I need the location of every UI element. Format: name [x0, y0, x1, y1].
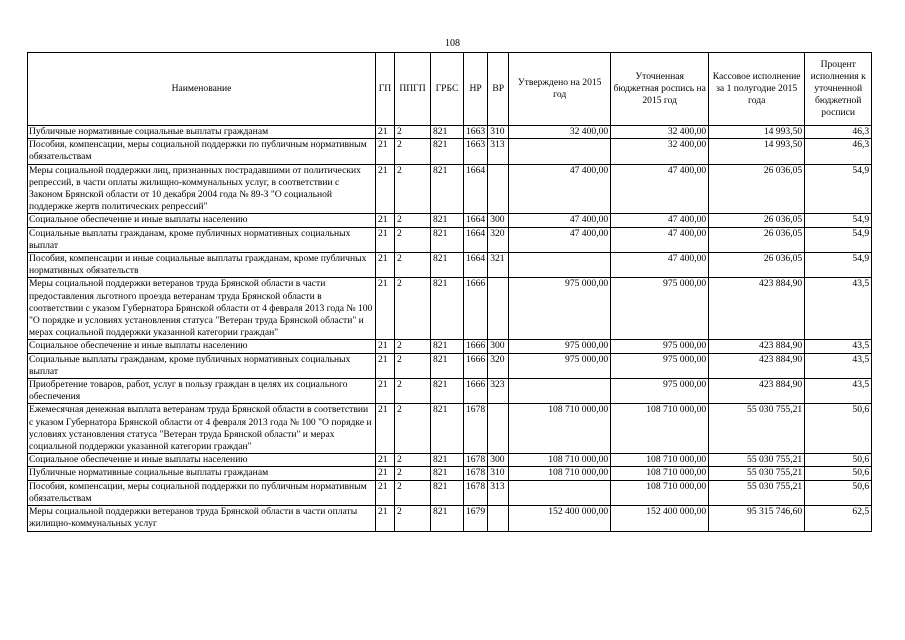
cell-approved: 975 000,00	[509, 353, 611, 378]
cell-nr: 1679	[464, 506, 488, 531]
cell-vr	[488, 164, 509, 214]
cell-name: Публичные нормативные социальные выплаты гражданам	[28, 126, 376, 139]
cell-refined: 975 000,00	[611, 353, 709, 378]
cell-vr	[488, 506, 509, 531]
cell-percent: 54,9	[805, 227, 872, 252]
cell-nr: 1664	[464, 227, 488, 252]
cell-cash: 55 030 755,21	[709, 467, 805, 480]
cell-approved: 975 000,00	[509, 340, 611, 353]
cell-refined: 108 710 000,00	[611, 467, 709, 480]
cell-ppgp: 2	[395, 278, 431, 340]
cell-ppgp: 2	[395, 139, 431, 164]
cell-name: Социальное обеспечение и иные выплаты населению	[28, 214, 376, 227]
table-row	[28, 164, 872, 214]
cell-cash: 423 884,90	[709, 340, 805, 353]
cell-grbs: 821	[431, 353, 464, 378]
cell-name: Социальные выплаты гражданам, кроме публичных нормативных социальных выплат	[28, 227, 376, 252]
cell-approved: 108 710 000,00	[509, 454, 611, 467]
cell-name: Публичные нормативные социальные выплаты гражданам	[28, 467, 376, 480]
cell-nr: 1663	[464, 139, 488, 164]
header-nr: НР	[464, 53, 488, 126]
cell-percent: 54,9	[805, 214, 872, 227]
cell-approved: 108 710 000,00	[509, 404, 611, 454]
cell-approved: 32 400,00	[509, 126, 611, 139]
table-row	[28, 126, 872, 139]
cell-grbs: 821	[431, 139, 464, 164]
cell-refined: 975 000,00	[611, 379, 709, 404]
cell-cash: 55 030 755,21	[709, 404, 805, 454]
cell-percent: 46,3	[805, 126, 872, 139]
cell-approved	[509, 480, 611, 505]
cell-grbs: 821	[431, 227, 464, 252]
cell-cash: 55 030 755,21	[709, 454, 805, 467]
cell-approved: 152 400 000,00	[509, 506, 611, 531]
cell-gp: 21	[376, 404, 395, 454]
cell-grbs: 821	[431, 214, 464, 227]
cell-percent: 43,5	[805, 353, 872, 378]
cell-refined: 108 710 000,00	[611, 480, 709, 505]
cell-ppgp: 2	[395, 164, 431, 214]
table-row	[28, 278, 872, 340]
cell-refined: 152 400 000,00	[611, 506, 709, 531]
header-name: Наименование	[28, 53, 376, 126]
header-grbs: ГРБС	[431, 53, 464, 126]
cell-ppgp: 2	[395, 227, 431, 252]
cell-cash: 55 030 755,21	[709, 480, 805, 505]
cell-nr: 1663	[464, 126, 488, 139]
cell-approved: 47 400,00	[509, 214, 611, 227]
cell-cash: 26 036,05	[709, 253, 805, 278]
header-approved: Утверждено на 2015 год	[509, 53, 611, 126]
cell-cash: 95 315 746,60	[709, 506, 805, 531]
cell-grbs: 821	[431, 480, 464, 505]
table-row	[28, 454, 872, 467]
cell-approved: 975 000,00	[509, 278, 611, 340]
cell-cash: 423 884,90	[709, 379, 805, 404]
cell-refined: 108 710 000,00	[611, 404, 709, 454]
cell-ppgp: 2	[395, 480, 431, 505]
cell-ppgp: 2	[395, 353, 431, 378]
cell-refined: 47 400,00	[611, 253, 709, 278]
cell-cash: 14 993,50	[709, 139, 805, 164]
cell-nr: 1664	[464, 214, 488, 227]
cell-vr: 310	[488, 126, 509, 139]
cell-name: Социальное обеспечение и иные выплаты населению	[28, 340, 376, 353]
cell-nr: 1664	[464, 164, 488, 214]
cell-refined: 108 710 000,00	[611, 454, 709, 467]
cell-vr: 320	[488, 353, 509, 378]
table-row	[28, 379, 872, 404]
cell-gp: 21	[376, 278, 395, 340]
cell-gp: 21	[376, 227, 395, 252]
cell-vr	[488, 278, 509, 340]
table-row	[28, 227, 872, 252]
cell-ppgp: 2	[395, 467, 431, 480]
cell-name: Пособия, компенсации и иные социальные выплаты гражданам, кроме публичных нормативных обязательств	[28, 253, 376, 278]
cell-gp: 21	[376, 214, 395, 227]
cell-nr: 1678	[464, 404, 488, 454]
cell-nr: 1666	[464, 353, 488, 378]
cell-ppgp: 2	[395, 126, 431, 139]
cell-grbs: 821	[431, 253, 464, 278]
table-header-row	[28, 53, 872, 126]
table-row	[28, 253, 872, 278]
cell-gp: 21	[376, 480, 395, 505]
cell-refined: 47 400,00	[611, 164, 709, 214]
cell-nr: 1666	[464, 340, 488, 353]
cell-grbs: 821	[431, 340, 464, 353]
header-cash: Кассовое исполнение за 1 полугодие 2015 года	[709, 53, 805, 126]
cell-percent: 46,3	[805, 139, 872, 164]
cell-percent: 54,9	[805, 253, 872, 278]
cell-vr: 300	[488, 214, 509, 227]
cell-grbs: 821	[431, 454, 464, 467]
cell-name: Меры социальной поддержки лиц, признанных пострадавшими от политических репрессий, в части оплаты жилищно-коммунальных услуг, в соответствии с Законом Брянской области от 10 декабря 2004 года № 89-З "О социальной поддержке жертв политических репрессий"	[28, 164, 376, 214]
cell-name: Меры социальной поддержки ветеранов труда Брянской области в части оплаты жилищно-коммунальных услуг	[28, 506, 376, 531]
cell-vr: 320	[488, 227, 509, 252]
cell-refined: 32 400,00	[611, 139, 709, 164]
cell-percent: 62,5	[805, 506, 872, 531]
cell-cash: 423 884,90	[709, 353, 805, 378]
cell-refined: 32 400,00	[611, 126, 709, 139]
cell-gp: 21	[376, 126, 395, 139]
cell-gp: 21	[376, 353, 395, 378]
table-row	[28, 506, 872, 531]
cell-approved: 47 400,00	[509, 164, 611, 214]
cell-ppgp: 2	[395, 506, 431, 531]
cell-ppgp: 2	[395, 379, 431, 404]
cell-ppgp: 2	[395, 404, 431, 454]
page-number: 108	[445, 38, 460, 49]
cell-name: Меры социальной поддержки ветеранов труда Брянской области в части предоставления льготного проезда ветеранам труда Брянской области в соответствии с указом Губернатора Брянской области от 4 февраля 2013 года № 100 "О порядке и условиях установления статуса "Ветеран труда Брянской области" и мерах социальной поддержки указанной категории граждан"	[28, 278, 376, 340]
cell-approved	[509, 253, 611, 278]
table-row	[28, 139, 872, 164]
cell-gp: 21	[376, 379, 395, 404]
table-row	[28, 353, 872, 378]
cell-cash: 26 036,05	[709, 164, 805, 214]
cell-ppgp: 2	[395, 214, 431, 227]
table-row	[28, 340, 872, 353]
cell-gp: 21	[376, 164, 395, 214]
cell-vr: 321	[488, 253, 509, 278]
cell-approved	[509, 139, 611, 164]
cell-ppgp: 2	[395, 454, 431, 467]
header-gp: ГП	[376, 53, 395, 126]
cell-nr: 1666	[464, 379, 488, 404]
cell-grbs: 821	[431, 404, 464, 454]
cell-name: Социальные выплаты гражданам, кроме публичных нормативных социальных выплат	[28, 353, 376, 378]
cell-nr: 1678	[464, 467, 488, 480]
table-row	[28, 214, 872, 227]
cell-cash: 26 036,05	[709, 227, 805, 252]
cell-approved: 108 710 000,00	[509, 467, 611, 480]
cell-vr: 300	[488, 454, 509, 467]
cell-grbs: 821	[431, 278, 464, 340]
cell-ppgp: 2	[395, 253, 431, 278]
table-row	[28, 480, 872, 505]
budget-table	[27, 52, 872, 532]
cell-approved: 47 400,00	[509, 227, 611, 252]
cell-gp: 21	[376, 467, 395, 480]
cell-percent: 50,6	[805, 404, 872, 454]
cell-name: Социальное обеспечение и иные выплаты населению	[28, 454, 376, 467]
cell-name: Приобретение товаров, работ, услуг в пользу граждан в целях их социального обеспечения	[28, 379, 376, 404]
cell-grbs: 821	[431, 379, 464, 404]
cell-nr: 1666	[464, 278, 488, 340]
table-row	[28, 467, 872, 480]
cell-gp: 21	[376, 139, 395, 164]
cell-vr	[488, 404, 509, 454]
cell-gp: 21	[376, 454, 395, 467]
cell-ppgp: 2	[395, 340, 431, 353]
cell-percent: 50,6	[805, 467, 872, 480]
cell-grbs: 821	[431, 164, 464, 214]
cell-vr: 323	[488, 379, 509, 404]
table-row	[28, 404, 872, 454]
cell-refined: 47 400,00	[611, 214, 709, 227]
header-percent: Процент исполнения к уточненной бюджетной росписи	[805, 53, 872, 126]
cell-vr: 310	[488, 467, 509, 480]
header-vr: ВР	[488, 53, 509, 126]
cell-grbs: 821	[431, 126, 464, 139]
cell-refined: 975 000,00	[611, 278, 709, 340]
cell-percent: 43,5	[805, 379, 872, 404]
cell-gp: 21	[376, 506, 395, 531]
cell-cash: 26 036,05	[709, 214, 805, 227]
header-refined: Уточненная бюджетная роспись на 2015 год	[611, 53, 709, 126]
cell-grbs: 821	[431, 467, 464, 480]
cell-vr: 313	[488, 480, 509, 505]
cell-approved	[509, 379, 611, 404]
cell-percent: 50,6	[805, 480, 872, 505]
header-ppgp: ППГП	[395, 53, 431, 126]
cell-cash: 423 884,90	[709, 278, 805, 340]
cell-nr: 1664	[464, 253, 488, 278]
cell-name: Пособия, компенсации, меры социальной поддержки по публичным нормативным обязательствам	[28, 139, 376, 164]
cell-nr: 1678	[464, 454, 488, 467]
cell-name: Пособия, компенсации, меры социальной поддержки по публичным нормативным обязательствам	[28, 480, 376, 505]
cell-refined: 975 000,00	[611, 340, 709, 353]
cell-vr: 313	[488, 139, 509, 164]
cell-vr: 300	[488, 340, 509, 353]
cell-nr: 1678	[464, 480, 488, 505]
cell-refined: 47 400,00	[611, 227, 709, 252]
cell-gp: 21	[376, 253, 395, 278]
cell-percent: 43,5	[805, 278, 872, 340]
table-body	[28, 126, 872, 532]
cell-gp: 21	[376, 340, 395, 353]
cell-percent: 50,6	[805, 454, 872, 467]
cell-percent: 43,5	[805, 340, 872, 353]
cell-grbs: 821	[431, 506, 464, 531]
cell-name: Ежемесячная денежная выплата ветеранам труда Брянской области в соответствии с указом Губернатора Брянской области от 4 февраля 2013 года № 100 "О порядке и условиях установления статуса "Ветеран труда Брянской области" и мерах социальной поддержки указанной категории граждан"	[28, 404, 376, 454]
cell-cash: 14 993,50	[709, 126, 805, 139]
cell-percent: 54,9	[805, 164, 872, 214]
